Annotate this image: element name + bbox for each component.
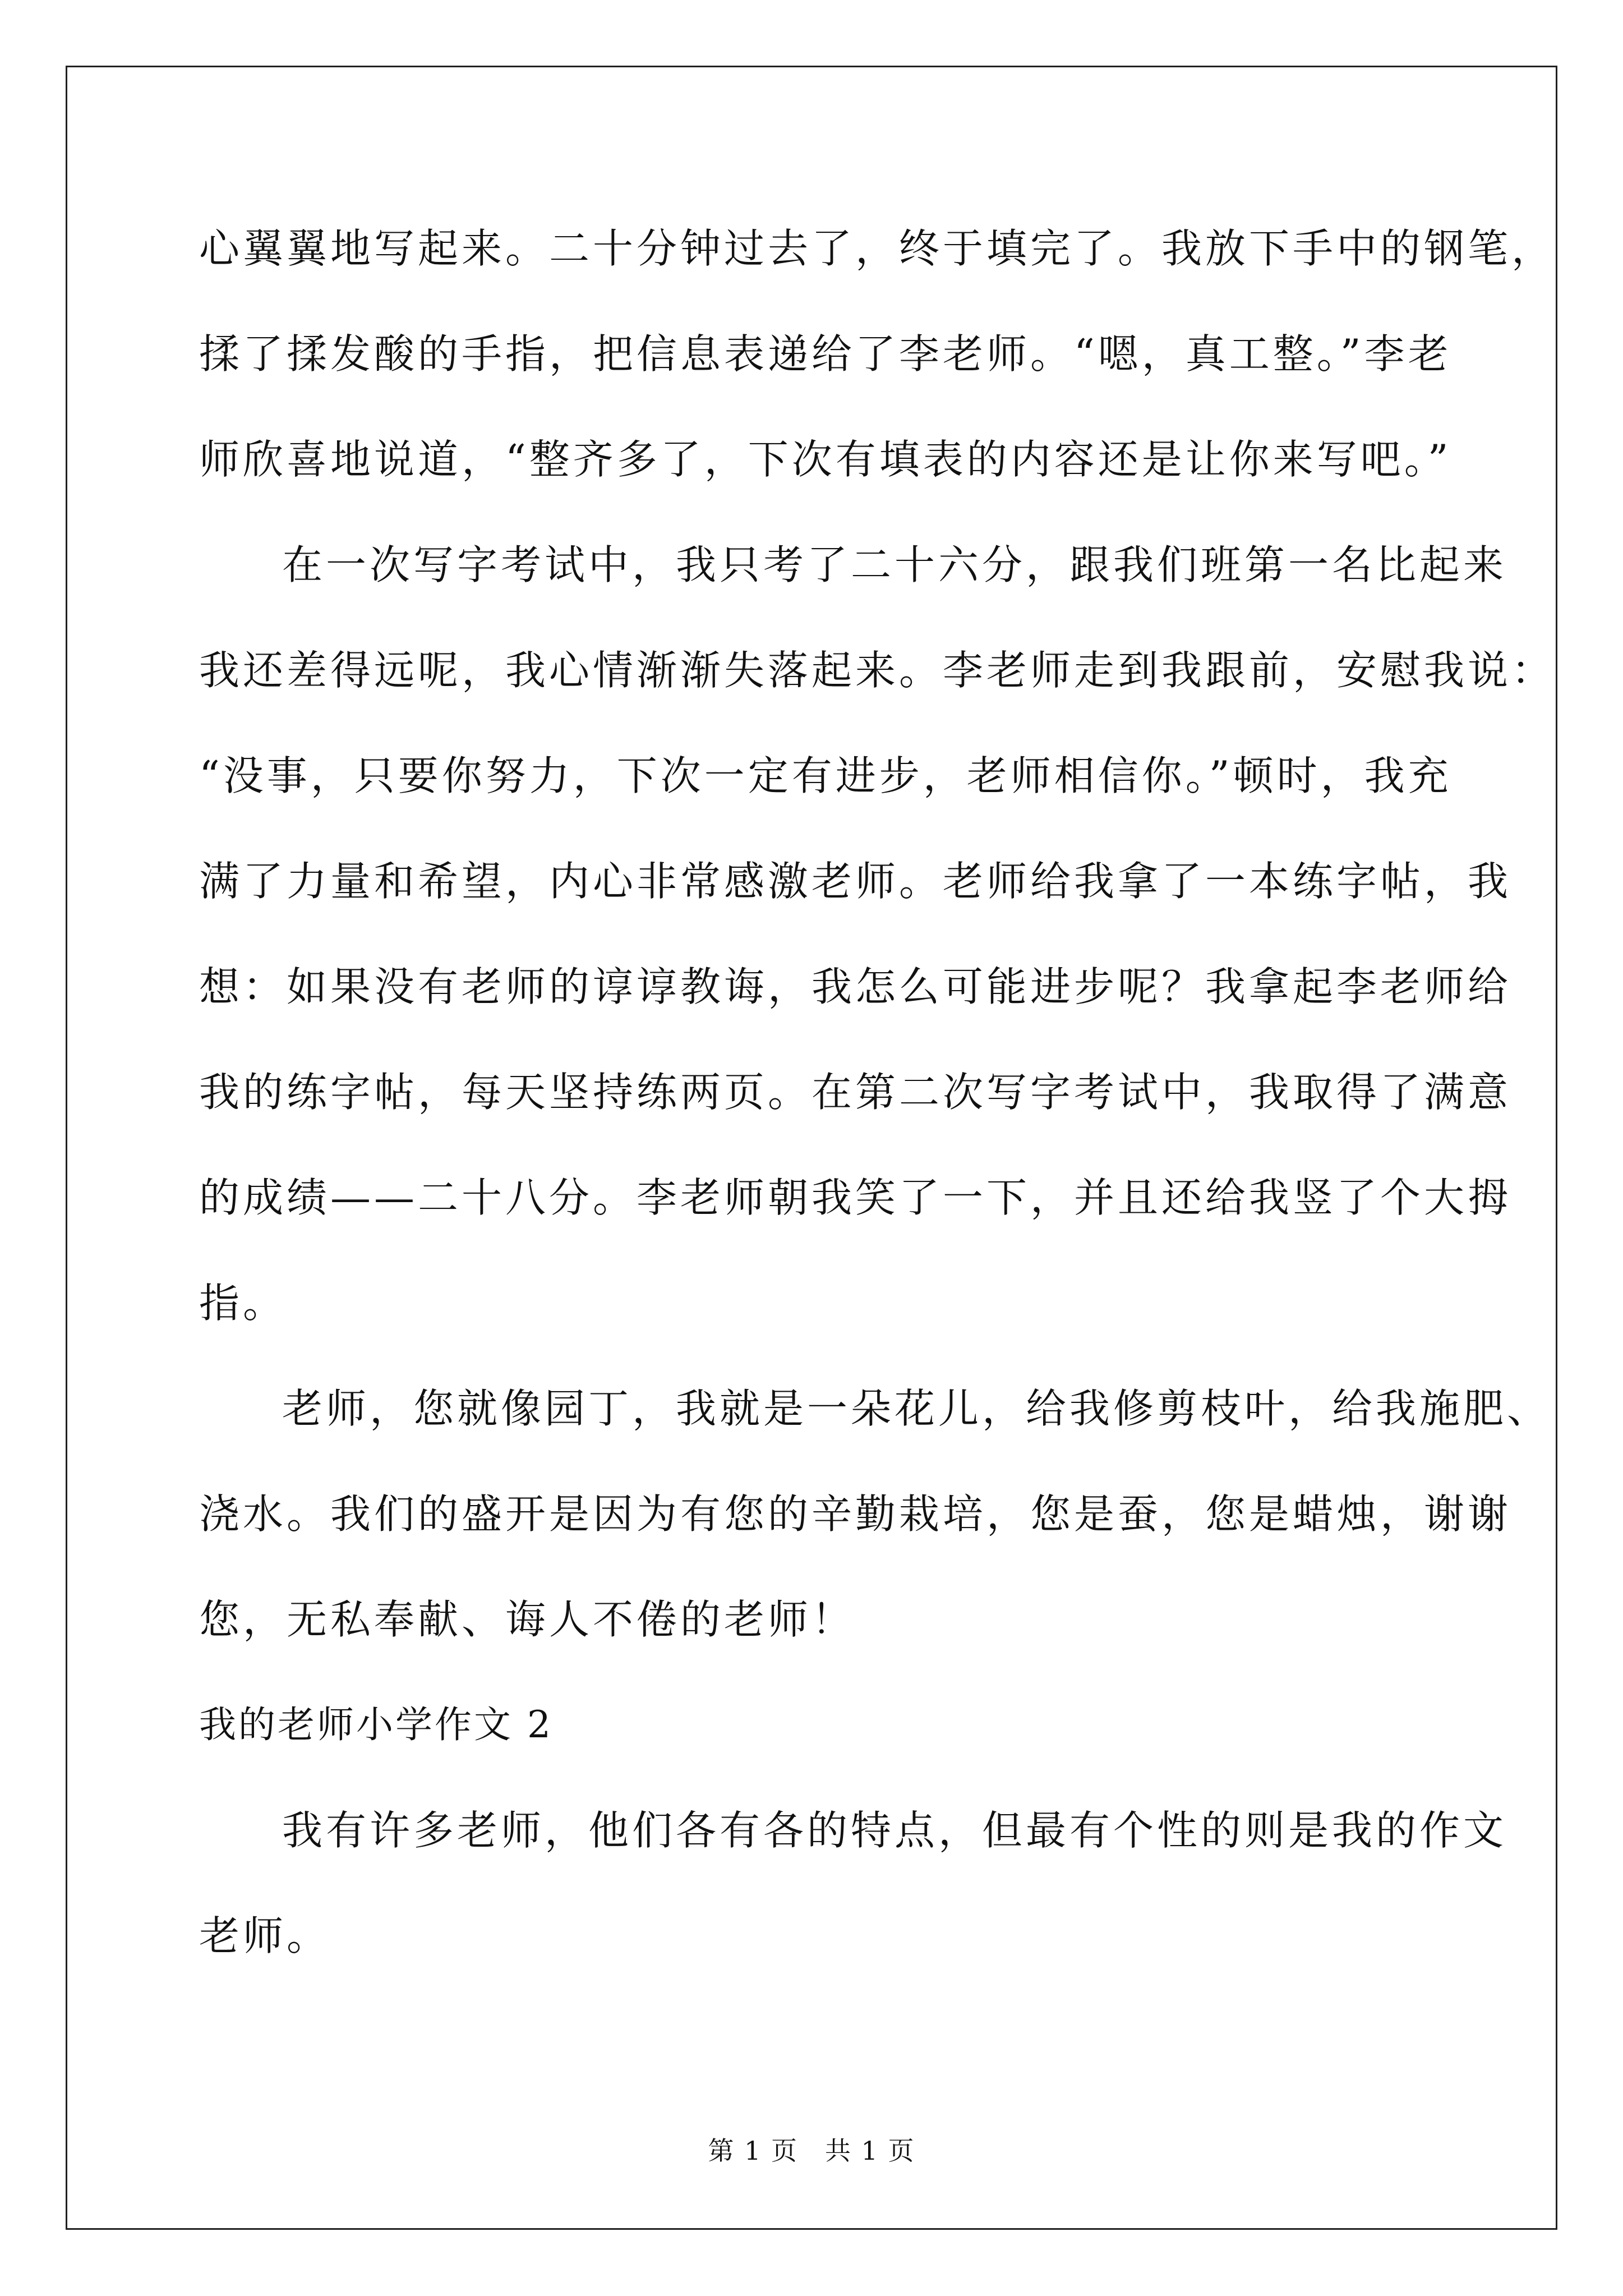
text-line: 您，无私奉献、诲人不倦的老师！	[199, 1596, 856, 1643]
text-line: 的成绩——二十八分。李老师朝我笑了一下，并且还给我竖了个大拇	[199, 1174, 1512, 1221]
paragraph-start-line: 老师，您就像园丁，我就是一朵花儿，给我修剪枝叶，给我施肥、	[282, 1385, 1551, 1432]
text-line: 我还差得远呢，我心情渐渐失落起来。李老师走到我跟前，安慰我说：	[199, 647, 1556, 694]
page-number: 第 1 页 共 1 页	[708, 2136, 915, 2166]
text-line: “没事，只要你努力，下次一定有进步，老师相信你。”顿时，我充	[199, 752, 1452, 799]
text-line: 满了力量和希望，内心非常感激老师。老师给我拿了一本练字帖，我	[199, 858, 1512, 905]
text-line: 浇水。我们的盛开是因为有您的辛勤栽培，您是蚕，您是蜡烛，谢谢	[199, 1490, 1512, 1538]
text-line: 老师。	[199, 1912, 331, 1959]
text-line: 我的练字帖，每天坚持练两页。在第二次写字考试中，我取得了满意	[199, 1069, 1512, 1116]
text-line: 师欣喜地说道，“整齐多了，下次有填表的内容还是让你来写吧。”	[199, 436, 1452, 483]
paragraph-start-line: 在一次写字考试中，我只考了二十六分，跟我们班第一名比起来	[282, 541, 1507, 588]
document-body	[199, 218, 1556, 2010]
paragraph-start-line: 我有许多老师，他们各有各的特点，但最有个性的则是我的作文	[282, 1807, 1507, 1854]
section-heading: 我的老师小学作文 2	[199, 1703, 553, 1746]
text-line: 心翼翼地写起来。二十分钟过去了，终于填完了。我放下手中的钢笔，	[199, 225, 1556, 272]
text-line: 揉了揉发酸的手指，把信息表递给了李老师。“嗯，真工整。”李老	[199, 330, 1452, 378]
text-line: 想：如果没有老师的谆谆教诲，我怎么可能进步呢？我拿起李老师给	[199, 963, 1512, 1010]
text-line: 指。	[199, 1280, 287, 1327]
